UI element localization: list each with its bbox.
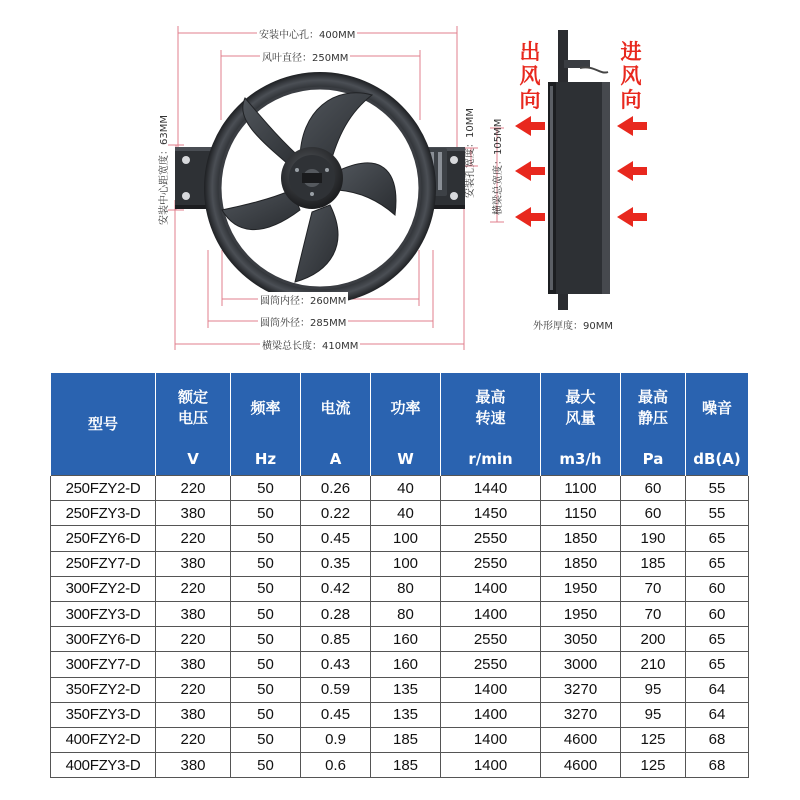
cell-current: 0.42 — [301, 576, 371, 601]
dim-cylinder-inner: 圆筒内径：260MM — [258, 292, 348, 307]
unit-voltage: V — [156, 443, 231, 476]
cell-current: 0.43 — [301, 652, 371, 677]
table-row — [51, 601, 749, 626]
table-row — [51, 652, 749, 677]
table-row — [51, 627, 749, 652]
cell-model: 250FZY2-D — [51, 476, 156, 501]
cell-current: 0.45 — [301, 526, 371, 551]
cell-current: 0.85 — [301, 627, 371, 652]
cell-pressure: 125 — [621, 727, 686, 752]
cell-voltage: 380 — [156, 551, 231, 576]
cell-voltage: 220 — [156, 526, 231, 551]
cell-power: 160 — [371, 627, 441, 652]
cell-pressure: 190 — [621, 526, 686, 551]
cell-noise: 64 — [686, 677, 749, 702]
cell-frequency: 50 — [231, 677, 301, 702]
table-row — [51, 501, 749, 526]
cell-model: 300FZY6-D — [51, 627, 156, 652]
cell-noise: 65 — [686, 652, 749, 677]
cell-pressure: 125 — [621, 753, 686, 778]
cell-current: 0.45 — [301, 702, 371, 727]
cell-model: 400FZY3-D — [51, 753, 156, 778]
cell-speed: 1450 — [441, 501, 541, 526]
cell-noise: 55 — [686, 501, 749, 526]
cell-speed: 1400 — [441, 677, 541, 702]
header-model: 型号 — [51, 373, 156, 476]
header-frequency: 频率 — [231, 373, 301, 443]
unit-speed: r/min — [441, 443, 541, 476]
inlet-arrow-icon — [617, 207, 647, 227]
cell-power: 185 — [371, 753, 441, 778]
cell-airflow: 3270 — [541, 702, 621, 727]
cell-speed: 1400 — [441, 753, 541, 778]
cell-power: 185 — [371, 727, 441, 752]
unit-noise: dB(A) — [686, 443, 749, 476]
cell-speed: 1400 — [441, 702, 541, 727]
cell-current: 0.59 — [301, 677, 371, 702]
table-row — [51, 476, 749, 501]
cell-power: 80 — [371, 576, 441, 601]
cell-airflow: 1100 — [541, 476, 621, 501]
cell-noise: 68 — [686, 753, 749, 778]
cell-pressure: 95 — [621, 702, 686, 727]
cell-frequency: 50 — [231, 627, 301, 652]
cell-model: 300FZY2-D — [51, 576, 156, 601]
cell-voltage: 380 — [156, 652, 231, 677]
cell-model: 400FZY2-D — [51, 727, 156, 752]
cell-airflow: 1950 — [541, 601, 621, 626]
outlet-direction-label: 出 风 向 — [519, 40, 541, 112]
cell-model: 250FZY3-D — [51, 501, 156, 526]
cell-pressure: 95 — [621, 677, 686, 702]
header-power: 功率 — [371, 373, 441, 443]
table-row — [51, 576, 749, 601]
dim-mount-center-hole: 安装中心孔：400MM — [257, 26, 357, 41]
outlet-arrow-icon — [515, 207, 545, 227]
table-row — [51, 727, 749, 752]
cell-model: 250FZY7-D — [51, 551, 156, 576]
dim-cylinder-outer: 圆筒外径：285MM — [258, 314, 348, 329]
cell-pressure: 185 — [621, 551, 686, 576]
cell-voltage: 220 — [156, 677, 231, 702]
table-row — [51, 677, 749, 702]
cell-airflow: 3000 — [541, 652, 621, 677]
unit-frequency: Hz — [231, 443, 301, 476]
cell-noise: 60 — [686, 601, 749, 626]
cell-model: 350FZY2-D — [51, 677, 156, 702]
cell-airflow: 1850 — [541, 526, 621, 551]
spec-table-body — [51, 476, 749, 778]
cell-voltage: 220 — [156, 727, 231, 752]
cell-airflow: 1950 — [541, 576, 621, 601]
inlet-arrow-icon — [617, 116, 647, 136]
cell-frequency: 50 — [231, 727, 301, 752]
cell-airflow: 4600 — [541, 753, 621, 778]
inlet-direction-label: 进 风 向 — [620, 40, 642, 112]
table-row — [51, 753, 749, 778]
cell-pressure: 210 — [621, 652, 686, 677]
cell-power: 100 — [371, 551, 441, 576]
unit-airflow: m3/h — [541, 443, 621, 476]
dim-beam-length: 横梁总长度：410MM — [260, 337, 360, 352]
cell-speed: 2550 — [441, 652, 541, 677]
header-rated-voltage: 额定 电压 — [156, 373, 231, 443]
cell-frequency: 50 — [231, 551, 301, 576]
cell-voltage: 380 — [156, 702, 231, 727]
header-max-airflow: 最大 风量 — [541, 373, 621, 443]
cell-frequency: 50 — [231, 652, 301, 677]
cell-noise: 60 — [686, 576, 749, 601]
cell-voltage: 380 — [156, 601, 231, 626]
cell-model: 300FZY7-D — [51, 652, 156, 677]
cell-voltage: 220 — [156, 476, 231, 501]
dim-mount-center-width: 安装中心距宽度：63MM — [159, 115, 170, 225]
cell-voltage: 380 — [156, 753, 231, 778]
cell-model: 300FZY3-D — [51, 601, 156, 626]
dim-beam-width: 横梁总宽度：105MM — [493, 118, 504, 215]
cell-speed: 2550 — [441, 526, 541, 551]
cell-speed: 1440 — [441, 476, 541, 501]
cell-voltage: 220 — [156, 576, 231, 601]
cell-current: 0.6 — [301, 753, 371, 778]
cell-noise: 65 — [686, 526, 749, 551]
cell-frequency: 50 — [231, 702, 301, 727]
cell-noise: 64 — [686, 702, 749, 727]
cell-current: 0.22 — [301, 501, 371, 526]
cell-power: 160 — [371, 652, 441, 677]
header-max-speed: 最高 转速 — [441, 373, 541, 443]
cell-power: 40 — [371, 476, 441, 501]
cell-power: 80 — [371, 601, 441, 626]
cell-speed: 2550 — [441, 551, 541, 576]
cell-airflow: 1850 — [541, 551, 621, 576]
cell-noise: 55 — [686, 476, 749, 501]
table-row — [51, 526, 749, 551]
cell-speed: 1400 — [441, 601, 541, 626]
cell-frequency: 50 — [231, 526, 301, 551]
unit-current: A — [301, 443, 371, 476]
spec-table — [50, 373, 749, 778]
cell-current: 0.9 — [301, 727, 371, 752]
dim-blade-diameter: 风叶直径：250MM — [260, 49, 350, 64]
cell-frequency: 50 — [231, 476, 301, 501]
airflow-arrows — [505, 110, 675, 310]
cell-pressure: 60 — [621, 476, 686, 501]
table-row — [51, 551, 749, 576]
cell-current: 0.26 — [301, 476, 371, 501]
cell-airflow: 3270 — [541, 677, 621, 702]
cell-power: 40 — [371, 501, 441, 526]
cell-pressure: 200 — [621, 627, 686, 652]
cell-current: 0.28 — [301, 601, 371, 626]
cell-voltage: 220 — [156, 627, 231, 652]
header-max-static-pressure: 最高 静压 — [621, 373, 686, 443]
outlet-arrow-icon — [515, 116, 545, 136]
cell-airflow: 1150 — [541, 501, 621, 526]
cell-speed: 1400 — [441, 576, 541, 601]
cell-voltage: 380 — [156, 501, 231, 526]
table-row — [51, 702, 749, 727]
cell-airflow: 3050 — [541, 627, 621, 652]
cell-frequency: 50 — [231, 501, 301, 526]
cell-model: 350FZY3-D — [51, 702, 156, 727]
header-current: 电流 — [301, 373, 371, 443]
cell-current: 0.35 — [301, 551, 371, 576]
cell-speed: 2550 — [441, 627, 541, 652]
cell-frequency: 50 — [231, 576, 301, 601]
cell-airflow: 4600 — [541, 727, 621, 752]
cell-pressure: 60 — [621, 501, 686, 526]
cell-noise: 68 — [686, 727, 749, 752]
outlet-arrow-icon — [515, 161, 545, 181]
unit-power: W — [371, 443, 441, 476]
cell-model: 250FZY6-D — [51, 526, 156, 551]
unit-pressure: Pa — [621, 443, 686, 476]
header-noise: 噪音 — [686, 373, 749, 443]
cell-power: 100 — [371, 526, 441, 551]
cell-pressure: 70 — [621, 601, 686, 626]
dim-hole-width: 安装孔宽度：10MM — [465, 108, 476, 198]
dim-thickness: 外形厚度：90MM — [533, 321, 613, 332]
cell-frequency: 50 — [231, 753, 301, 778]
cell-power: 135 — [371, 702, 441, 727]
inlet-arrow-icon — [617, 161, 647, 181]
cell-noise: 65 — [686, 551, 749, 576]
cell-pressure: 70 — [621, 576, 686, 601]
cell-frequency: 50 — [231, 601, 301, 626]
cell-noise: 65 — [686, 627, 749, 652]
cell-power: 135 — [371, 677, 441, 702]
cell-speed: 1400 — [441, 727, 541, 752]
